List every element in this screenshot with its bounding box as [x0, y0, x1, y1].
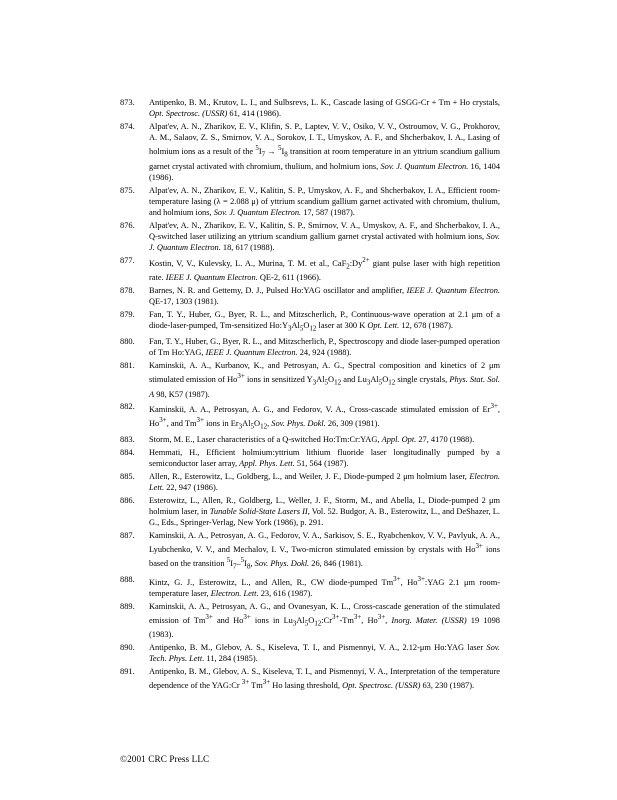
- reference-number: 883.: [120, 435, 135, 445]
- reference-item: [120, 574, 500, 599]
- reference-item: [120, 309, 500, 335]
- reference-list: [120, 97, 500, 692]
- reference-number: 877.: [120, 255, 135, 265]
- reference-text: Antipenko, B. M., Glebov, A. S., Kiseleva, T. I., and Pismennyi, V. A., 2.12-μm Ho:YAG laser Sov. Tech. Phys. Lett. 11, 284 (1985).: [149, 642, 500, 664]
- reference-number: 873.: [120, 98, 135, 107]
- reference-number: 891.: [120, 666, 135, 676]
- reference-text: Fan, T. Y., Huber, G., Byer, R. L., and Mitzscherlich, P., Continuous-wave operation at 2.1 μm of a diode-laser-pumped, Tm-sensitized $Ho:Y_3Al_5O_{12}$ laser at 300 K Opt. Lett. 12, 678 (1987).: [149, 309, 500, 333]
- reference-text: Esterowitz, L., Allen, R., Goldberg, L., Weller, J. F., Storm, M., and Abella, I., Diode-pumped 2 μm holmium laser, in Tunable Solid-State Lasers II, Vol. 52. Budgor, A. B., Esterowitz, L., and DeShazer, L. G., Eds., Springer-Verlag, New York (1986), p. 291.: [149, 495, 500, 527]
- reference-item: [120, 220, 500, 253]
- reference-text: Allen, R., Esterowitz, L., Goldberg, L., and Weiler, J. F., Diode-pumped 2 μm holmium laser, Electron. Lett. 22, 947 (1986).: [149, 471, 500, 493]
- reference-item: [120, 401, 500, 433]
- reference-text: Fan, T. Y., Huber, G., Byer, R. L., and Mitzscherlich, P., Spectroscopy and diode laser-pumped operation of Tm Ho:YAG, IEEE J. Quantum Electron. 24, 924 (1988).: [149, 337, 500, 358]
- reference-text: Kaminskii, A. A., Petrosyan, A. G., and Ovanesyan, K. L., Cross-cascade generation of the stimulated emission of $Tm^{3+}$ and $Ho^{3+}$ ions in $Lu_3Al_5O_{12}:Cr^{3+}-Tm^{3+}$, $Ho^{3+}$, Inorg. Mater. (USSR) 19 1098 (1983).: [149, 601, 500, 640]
- reference-number: 889.: [120, 601, 135, 611]
- reference-text: Storm, M. E., Laser characteristics of a Q-switched Ho:Tm:Cr:YAG, Appl. Opt. 27, 4170 (1988).: [149, 435, 475, 445]
- reference-item: [120, 495, 500, 528]
- reference-text: Alpat'ev, A. N., Zharikov, E. V., Kalitin, S. P., Smirnov, V. A., Umyskov, A. F., and Shcherbakov, I. A., Q-switched laser utilizing an yttrium scandium gallium garnet crystal activated with holmium ions, Sov. J. Quantum Electron. 18, 617 (1988).: [149, 220, 500, 252]
- reference-item: [120, 255, 500, 284]
- reference-number: 882.: [120, 402, 135, 412]
- reference-text: Antipenko, B. M., Krutov, L. I., and Sulbsrevs, L. K., Cascade lasing of GSGG-Cr + Tm + Ho crystals, Opt. Spectrosc. (USSR) 61, 414 (1986).: [149, 98, 500, 119]
- reference-number: 880.: [120, 337, 135, 347]
- reference-number: 881.: [120, 360, 135, 370]
- reference-text: Alpat'ev, A. N., Zharikov, E. V., Klifin, S. P., Laptev, V. V., Osiko, V. V., Ostroumov, V. G., Prokhorov, A. M., Salaov, Z. S., Smirnov, V. A., Sorokov, I. T., Umyskov, A. F., and Shcherbakov, I. A., Lasing of holmium ions as a result of the $^5I_7 \to ^5I_8$ transition at room temperature in an yttrium scandium gallium garnet crystal activated with chromium, thulium, and holmium ions, Sov. J. Quantum Electron. 16, 1404 (1986).: [149, 121, 500, 182]
- reference-text: Kaminskii, A. A., Kurbanov, K., and Petrosyan, A. G., Spectral composition and kinetics of 2 μm stimulated emission of $Ho^{3+}$ ions in sensitized $Y_3Al_5O_{12}$ and $Lu_3Al_5O_{12}$ single crystals, Phys. Stat. Sol. A 98, K57 (1987).: [149, 360, 500, 399]
- reference-item: [120, 642, 500, 664]
- reference-text: Kaminskii, A. A., Petrosyan, A. G., and Fedorov, V. A., Cross-cascade stimulated emission of $Er^{3+}$, $Ho^{3+}$, and $Tm^{3+}$ ions in $Er_3Al_5O_{12}$, Sov. Phys. Dokl. 26, 309 (1981).: [149, 402, 500, 431]
- reference-number: 874.: [120, 121, 135, 131]
- reference-item: [120, 121, 500, 183]
- reference-item: [120, 666, 500, 691]
- reference-text: Hemmati, H., Efficient holmium:yttrium lithium fluoride laser longitudinally pumped by a semiconductor laser array, Appl. Phys. Lett. 51, 564 (1987).: [149, 448, 500, 469]
- reference-number: 886.: [120, 495, 135, 505]
- reference-text: Alpat'ev, A. N., Zharikov, E. V., Kalitin, S. P., Umyskov, A. F., and Shcherbakov, I. A., Efficient room-temperature lasing (λ = 2.088 μ) of yttrium scandium gallium garnet activated with chromium, thulium, and holmium ions, Sov. J. Quantum Electron. 17, 587 (1987).: [149, 185, 500, 217]
- reference-item: [120, 185, 500, 218]
- reference-text: Kaminskii, A. A., Petrosyan, A. G., Fedorov, V. A., Sarkisov, S. E., Ryabchenkov, V. V., Pavlyuk, A. A., Lyubchenko, V. V., and Mechalov, I. V., Two-micron stimulated emission by crystals with $Ho^{3+}$ ions based on the transition $^5I_7-^5I_8$, Sov. Phys. Dokl. 26, 846 (1981).: [149, 530, 501, 571]
- reference-number: 876.: [120, 220, 135, 230]
- reference-number: 888.: [120, 574, 135, 584]
- reference-number: 890.: [120, 642, 135, 652]
- reference-text: Barnes, N. R. and Gettemy, D. J., Pulsed Ho:YAG oscillator and amplifier, IEEE J. Quantum Electron. QE-17, 1303 (1981).: [149, 285, 501, 306]
- reference-item: [120, 471, 500, 493]
- reference-item: [120, 434, 500, 445]
- reference-number: 879.: [120, 309, 135, 319]
- reference-item: [120, 97, 500, 119]
- reference-item: [120, 336, 500, 358]
- copyright-footer: ©2001 CRC Press LLC: [120, 754, 210, 764]
- reference-item: [120, 601, 500, 641]
- reference-item: [120, 447, 500, 469]
- reference-item: [120, 360, 500, 400]
- reference-number: 884.: [120, 448, 135, 458]
- reference-item: [120, 285, 500, 307]
- reference-number: 875.: [120, 185, 135, 195]
- reference-text: Kintz, G. J., Esterowitz, L., and Allen, R., CW diode-pumped $Tm^{3+}$, $Ho^{3+}:YAG$ 2.1 μm room- temperature laser, Electron. Lett. 23, 616 (1987).: [149, 574, 500, 598]
- reference-item: [120, 530, 500, 573]
- reference-text: Kostin, V, V., Kulevsky, L. A., Murina, T. M. et al., $CaF_2:Dy^{2+}$ giant pulse laser with high repetition rate. IEEE J. Quantum Electron. QE-2, 611 (1966).: [149, 255, 501, 283]
- reference-text: Antipenko, B. M., Glebov, A. S., Kiseleva, T. I., and Pismennyi, V. A., Interpretation of the temperature dependence of the YAG:Cr $^{3+}$ $Tm^{3+}$ Ho lasing threshold, Opt. Spectrosc. (USSR) 63, 230 (1987).: [149, 666, 500, 690]
- reference-number: 887.: [120, 530, 135, 540]
- reference-number: 878.: [120, 285, 135, 295]
- reference-number: 885.: [120, 471, 135, 481]
